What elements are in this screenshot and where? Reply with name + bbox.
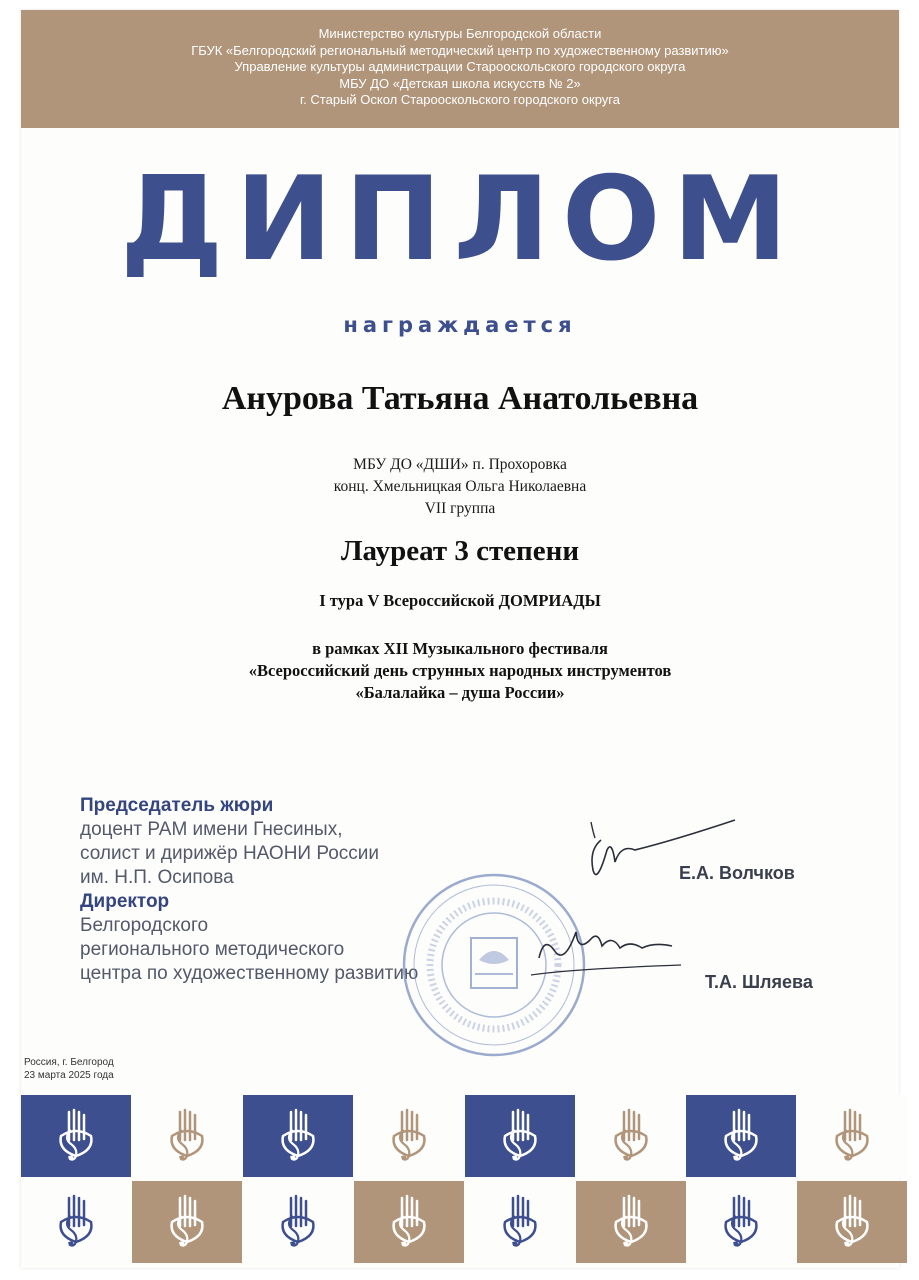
grid-cell [354, 1095, 464, 1177]
date-line: 23 марта 2025 года [24, 1070, 114, 1081]
grid-cell [132, 1095, 242, 1177]
grid-cell [465, 1181, 575, 1263]
festival-logo-icon [273, 1192, 323, 1252]
grid-cell [797, 1181, 907, 1263]
school-institution: МБУ ДО «ДШИ» п. Прохоровка [353, 456, 567, 473]
grid-cell [132, 1181, 242, 1263]
festival-block [21, 638, 899, 704]
grid-cell [797, 1095, 907, 1177]
festival-line-3: «Балалайка – душа России» [355, 683, 565, 702]
decorative-logo-grid [21, 1095, 899, 1265]
signatories-block [80, 794, 418, 986]
signatures [491, 800, 791, 1000]
award-title: Лауреат 3 степени [340, 535, 580, 567]
header-banner [21, 10, 899, 128]
grid-cell [354, 1181, 464, 1263]
festival-line-1: в рамках XII Музыкального фестиваля [312, 639, 608, 658]
diploma-title: ДИПЛОМ [120, 152, 800, 287]
jury-chair-desc-2: солист и дирижёр НАОНИ России [80, 843, 379, 864]
jury-chair-role: Председатель жюри [80, 795, 274, 816]
festival-logo-icon [495, 1192, 545, 1252]
tour-line: I тура V Всероссийской ДОМРИАДЫ [319, 591, 601, 610]
header-line-3: Управление культуры администрации Старооскольского городского округа [234, 59, 686, 74]
grid-cell [243, 1095, 353, 1177]
festival-logo-icon [384, 1192, 434, 1252]
grid-cell [576, 1095, 686, 1177]
director-role: Директор [80, 891, 170, 912]
festival-logo-icon [51, 1192, 101, 1252]
grid-cell [686, 1181, 796, 1263]
grid-cell [576, 1181, 686, 1263]
grid-cell [686, 1095, 796, 1177]
festival-logo-icon [827, 1192, 877, 1252]
festival-logo-icon [51, 1106, 101, 1166]
grid-cell [21, 1181, 131, 1263]
jury-chair-desc-3: им. Н.П. Осипова [80, 867, 234, 888]
festival-line-2: «Всероссийский день струнных народных инструментов [248, 661, 672, 680]
festival-logo-icon [606, 1106, 656, 1166]
header-line-1: Министерство культуры Белгородской области [318, 26, 602, 41]
header-line-5: г. Старый Оскол Старооскольского городского округа [300, 92, 620, 107]
header-line-2: ГБУК «Белгородский региональный методический центр по художественному развитию» [191, 42, 729, 58]
awarded-label: награждается [343, 313, 577, 337]
director-name: Т.А. Шляева [705, 972, 813, 992]
header-line-4: МБУ ДО «Детская школа искусств № 2» [339, 75, 581, 91]
grid-cell [465, 1095, 575, 1177]
school-accompanist: конц. Хмельницкая Ольга Николаевна [333, 478, 587, 495]
festival-logo-icon [162, 1106, 212, 1166]
festival-logo-icon [162, 1192, 212, 1252]
place-line: Россия, г. Белгород [24, 1057, 114, 1068]
director-desc-2: регионального методического [80, 939, 345, 960]
director-desc-1: Белгородского [80, 915, 209, 936]
festival-logo-icon [273, 1106, 323, 1166]
director-desc-3: центра по художественному развитию [80, 963, 419, 984]
school-group: VII группа [424, 500, 496, 517]
festival-logo-icon [384, 1106, 434, 1166]
festival-logo-icon [716, 1192, 766, 1252]
festival-logo-icon [827, 1106, 877, 1166]
festival-logo-icon [495, 1106, 545, 1166]
grid-cell [243, 1181, 353, 1263]
diploma-sheet [21, 10, 899, 1268]
school-block [21, 454, 899, 520]
place-date [24, 1056, 114, 1082]
jury-chair-name: Е.А. Волчков [679, 863, 795, 883]
festival-logo-icon [716, 1106, 766, 1166]
recipient-name: Анурова Татьяна Анатольевна [221, 380, 699, 417]
grid-cell [21, 1095, 131, 1177]
festival-logo-icon [606, 1192, 656, 1252]
jury-chair-desc-1: доцент РАМ имени Гнесиных, [80, 819, 343, 840]
